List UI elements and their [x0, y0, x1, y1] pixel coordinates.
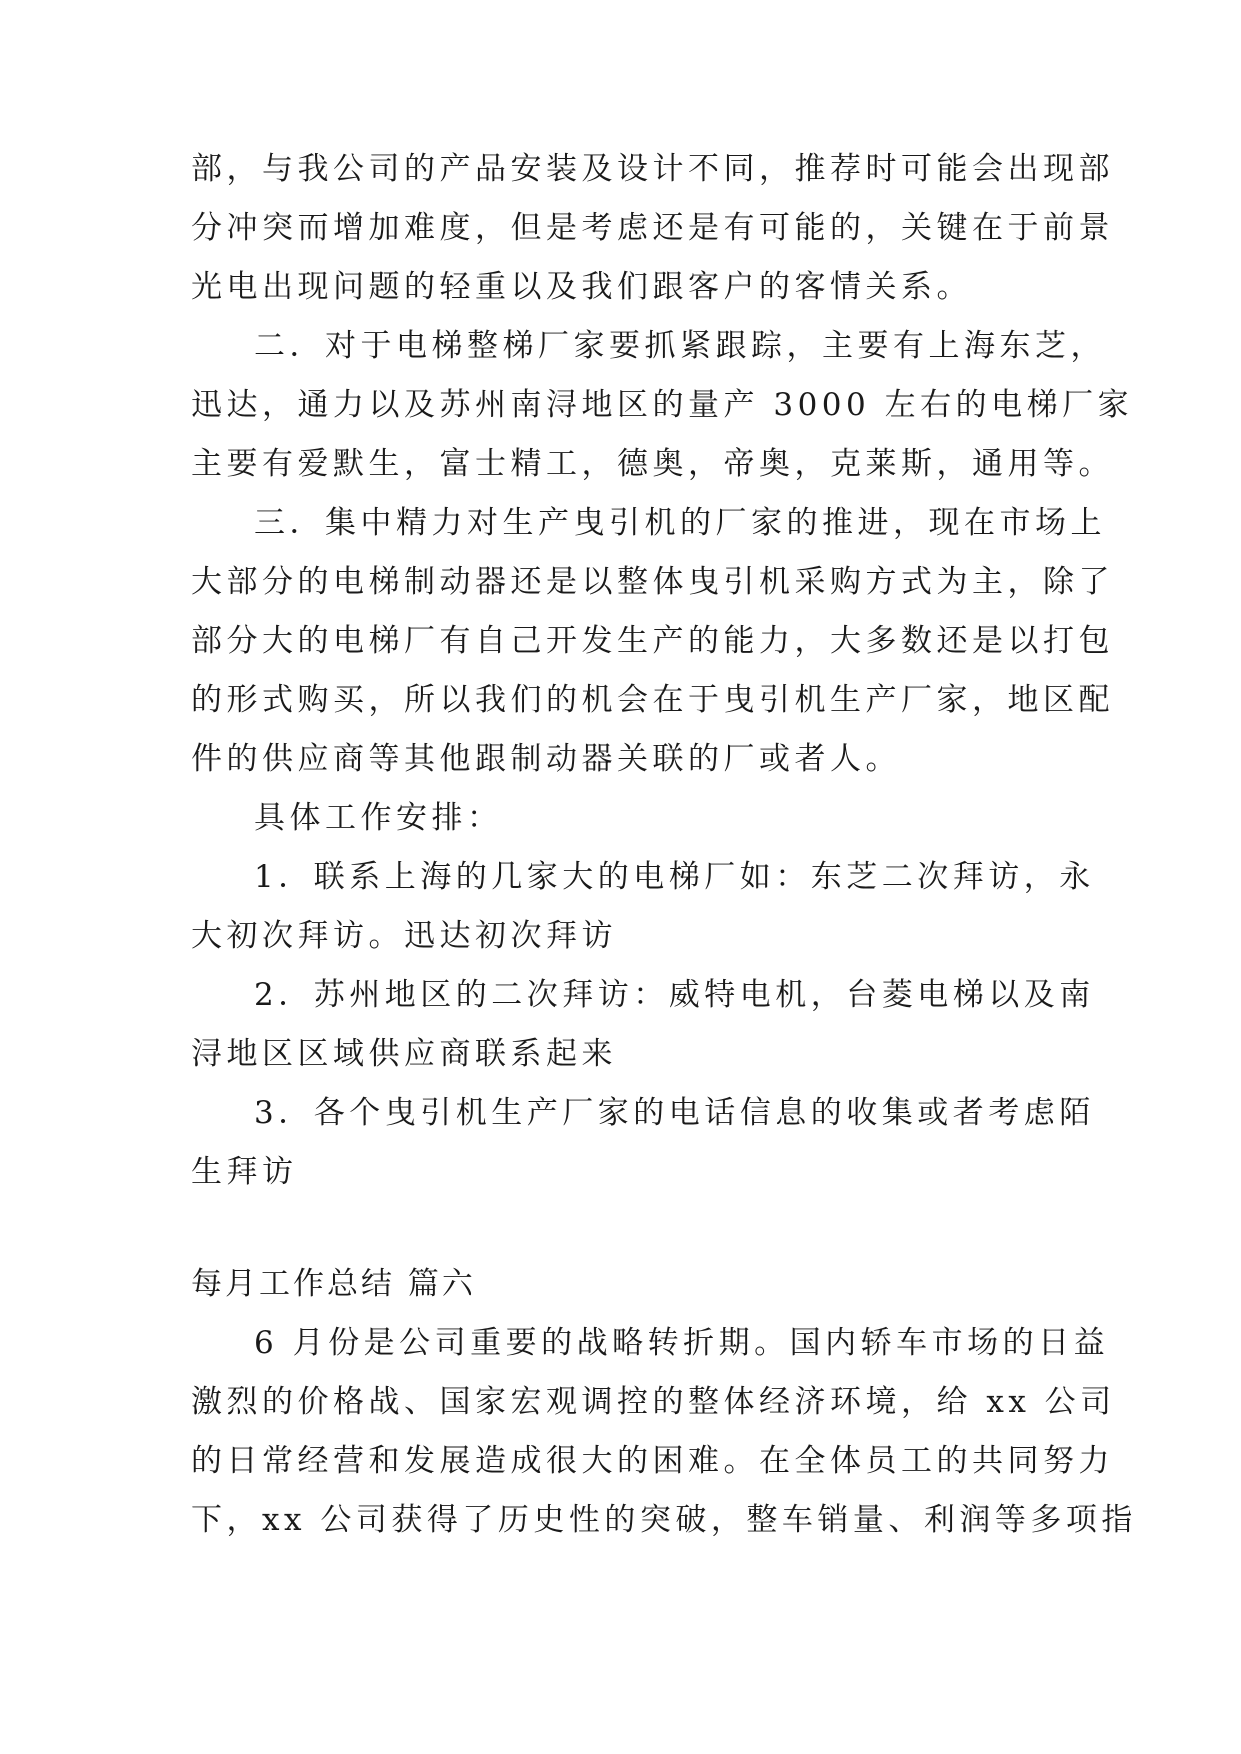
paragraph-line: 三．集中精力对生产曳引机的厂家的推进，现在市场上 — [254, 505, 1106, 541]
paragraph-line: 部，与我公司的产品安装及设计不同，推荐时可能会出现部 — [191, 151, 1114, 187]
list-item-line: 3．各个曳引机生产厂家的电话信息的收集或者考虑陌 — [254, 1095, 1095, 1131]
paragraph-line: 的形式购买，所以我们的机会在于曳引机生产厂家，地区配 — [191, 682, 1114, 718]
paragraph-line: 的日常经营和发展造成很大的困难。在全体员工的共同努力 — [191, 1443, 1114, 1479]
paragraph-line: 件的供应商等其他跟制动器关联的厂或者人。 — [191, 741, 901, 777]
paragraph-line: 迅达，通力以及苏州南浔地区的量产 3000 左右的电梯厂家 — [191, 387, 1134, 423]
list-item-line: 1．联系上海的几家大的电梯厂如：东芝二次拜访，永 — [254, 859, 1095, 895]
list-item-line: 浔地区区域供应商联系起来 — [191, 1036, 617, 1072]
list-item-line: 大初次拜访。迅达初次拜访 — [191, 918, 617, 954]
paragraph-line: 主要有爱默生，富士精工，德奥，帝奥，克莱斯，通用等。 — [191, 446, 1114, 482]
paragraph-line: 下，xx 公司获得了历史性的突破，整车销量、利润等多项指 — [191, 1502, 1137, 1538]
list-item-line: 生拜访 — [191, 1154, 298, 1190]
paragraph-line: 二．对于电梯整梯厂家要抓紧跟踪，主要有上海东芝， — [254, 328, 1106, 364]
paragraph-line: 光电出现问题的轻重以及我们跟客户的客情关系。 — [191, 269, 972, 305]
paragraph-line: 激烈的价格战、国家宏观调控的整体经济环境，给 xx 公司 — [191, 1384, 1116, 1420]
paragraph-line: 部分大的电梯厂有自己开发生产的能力，大多数还是以打包 — [191, 623, 1114, 659]
paragraph-line: 具体工作安排： — [254, 800, 503, 836]
list-item-line: 2．苏州地区的二次拜访：威特电机，台菱电梯以及南 — [254, 977, 1095, 1013]
paragraph-line: 大部分的电梯制动器还是以整体曳引机采购方式为主，除了 — [191, 564, 1114, 600]
section-heading: 每月工作总结 篇六 — [191, 1266, 476, 1302]
paragraph-line: 6 月份是公司重要的战略转折期。国内轿车市场的日益 — [254, 1325, 1110, 1361]
paragraph-line: 分冲突而增加难度，但是考虑还是有可能的，关键在于前景 — [191, 210, 1114, 246]
